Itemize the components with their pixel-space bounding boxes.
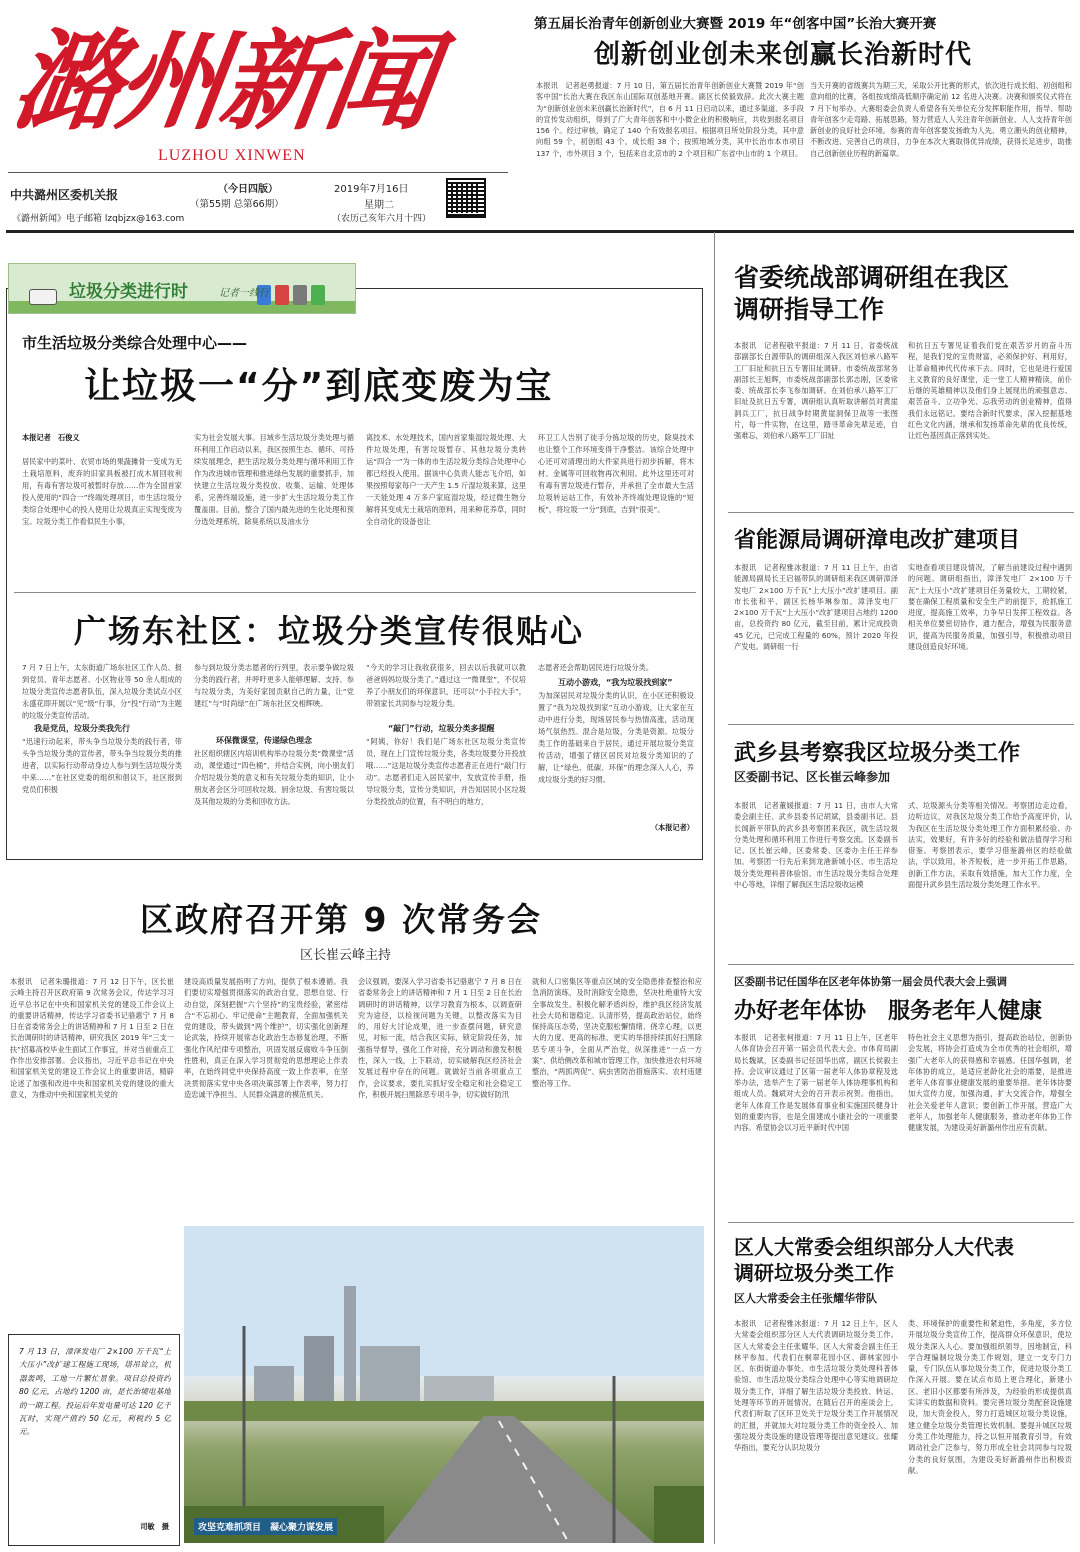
square-sub2: 环保微课堂，传递绿色理念: [216, 736, 312, 745]
banner-label: 垃圾分类进行时: [69, 282, 188, 302]
top-story-col1: 本报讯 记者赵勇报道：7 月 10 日，第五届长治青年创新创业大赛暨 2019 年“创客中国”长治大赛在我区东山国际双创基地开赛。副区长侯毅致辞。此次大赛主题为“创新创业创未来创赢长治新时代”，自 6 月 11 日启动以来，通过多渠道、多手段的宣传发动组织，得到了广大青年创客和中小微企业的积极响应，共收到报名项目 156 个。经过审核，确定了 140 个有效报名项目。根据项目所处阶段分类，其中意向组 59 个，初创组 43 个，成长组 38 个；按照地域分类，其中长治市本市项目 137 个，市外项目 3 个，包括来自北京市的 2 个项目和广东省中山市的 1 个项目。: [536, 81, 804, 158]
elderly-kicker: 区委副书记任国华在区老年体协第一届会员代表大会上强调: [734, 976, 1007, 988]
square-col2b: 社区组织辖区内培训机构举办垃圾分类“微课堂”活动，课堂通过“四色桶”，并结合实例，向小朋友们介绍垃圾分类的意义和有关垃圾分类的知识，让小朋友者会区分可回收垃圾、厨余垃圾、有害垃圾以及其他垃圾的分类和回收方法。: [194, 749, 354, 806]
wuxiang-col2: 式、垃圾源头分类等相关情况。考察团边走边看，边听边议，对我区垃圾分类工作给予高度评价，认为我区在生活垃圾分类处理工作方面积累经验、办法实，效果好，有许多好的经验和做法值得学习和借鉴。考察团表示，要学习借鉴潞州区的经验做法，学以致用，补齐短板，进一步开拓工作思路，创新工作方法，采取有效措施，加大工作力度，全面提升武乡县生活垃圾分类处理工作水平。: [908, 801, 1072, 890]
square-sub1: 我是党员，垃圾分类我先行: [34, 724, 130, 733]
elderly-divider: [728, 964, 1074, 965]
qr-code-icon[interactable]: [446, 178, 486, 218]
square-col4: [538, 662, 694, 854]
banner-sub: 记者一线行: [219, 288, 269, 299]
square-col1b: “迅速行动起来，带头争当垃圾分类的践行者，带头争当垃圾分类的宣传者，带头争当垃圾分类的推进者，以实际行动带动身边人参与到生活垃圾分类中来……”在社区党委的组织和倡议下，社区报到党员们积极: [22, 737, 182, 794]
masthead-weekday: 星期二: [364, 200, 394, 211]
energy-headline: 省能源局调研漳电改扩建项目: [734, 528, 1021, 553]
square-col1-text: 7 月 7 日上午，太东街道广场东社区工作人员、报到党员、青年志愿者、小区物业等 50 余人组成的垃圾分类宣传志愿者队伍，深入垃圾分类试点小区永盛花即开展以“见”级“行事，分“投”行动”为主题的垃圾分类宣传活动。: [22, 663, 182, 720]
food-bin-icon: [311, 285, 325, 305]
npc-deck: 区人大常委会主任张耀华带队: [734, 1292, 877, 1305]
photo-caption-box: [8, 1334, 180, 1546]
waste-col1: 居民家中的菜叶、农贸市场的果蔬摊骨一变成为无土栽培原料，废弃的旧家具板被打成木屑回收利用，有毒有害垃圾可被暂时存放……作为全国首家投入使用的“四合一”终端处理项目，市生活垃圾分类综合处理中心的投入使用让垃圾真正实现变废为宝。垃圾分类工作看似民生小事，: [22, 457, 182, 526]
npc-col2: 类、环境保护的重要性和紧迫性，多角度，多方位开展垃圾分类宣传工作，提高群众环保意识，使垃圾分类深入人心。要加强组织领导，因地制宜，科学合理编制垃圾分类工作规划，建立一支专门力量，专门队伍从事垃圾分类工作，促进垃圾分类工作深入开展。要在试点布局上更合理化，新建小区、老旧小区都要有所涉及，为经验的形成提供真实详实的数据和资料。要完善垃圾分类配套设施建设，加大资金投入，努力打造城区垃圾分类设施，建立健全垃圾分类管理长效机制。要提升城区垃圾分类工作处理能力，持之以恒开展教育引导，有效调动社会广泛参与，努力形成全社会共同参与垃圾分类的良好氛围，为建设美好新潞州作出积极贡献。: [908, 1319, 1072, 1475]
energy-divider: [728, 512, 1074, 513]
square-col4b: 为加深居民对垃圾分类的认识，在小区还积极设置了“我为垃圾找到家”互动小游戏，让大家在互动中进行分类，现场居民参与热情高涨，活动现场气氛热烈。混合是垃圾，分类是资源。垃圾分类工作的基础来自于居民，通过开展垃圾分类宣传活动，增强了辖区居民对垃圾分类知识的了解，让“绿色、低碳、环保”的理念深入人心，养成垃圾分类的好习惯。: [538, 691, 694, 784]
masthead-email: 《潞州新闻》电子邮箱 lzqbjzx@163.com: [12, 214, 185, 224]
elderly-headline: 办好老年体协 服务老年人健康: [734, 999, 1043, 1024]
plant-building-b: [360, 1346, 420, 1406]
waste-kicker: 市生活垃圾分类综合处理中心——: [22, 334, 248, 352]
masthead-lunar: （农历己亥年六月十四）: [332, 214, 432, 224]
masthead-title: 潞州新闻: [5, 19, 439, 145]
npc-headline-1: 区人大常委会组织部分人大代表: [734, 1235, 1014, 1259]
square-col1: [22, 662, 182, 854]
grass-right: [654, 1486, 704, 1543]
masthead-rule: [8, 172, 508, 173]
photo-overlay: 攻坚克难抓项目 凝心聚力谋发展: [194, 1518, 337, 1535]
chimney: [344, 1286, 356, 1406]
plant-building-d: [254, 1366, 294, 1406]
united-col1: 本报讯 记者程敬平报道：7 月 11 日，省委统战部副部长白源带队的调研组深入我区刘伯承八路军工厂旧址和抗日五专署旧址调研。市委统战部常务副部长王旭辉，市委统战部副部长郭志刚，区委常委、统战部长李飞参加调研。在刘伯承八路军工厂旧址及抗日五专署，调研组认真听取讲解员对黄崖洞兵工厂，抗日战争时期黄崖洞保卫战等一张图片，每一件实物，在这里，踏寻革命先辈足迹，自强难忘，刘伯承八路军工厂旧址: [734, 341, 898, 441]
energy-col1: 本报讯 记者程雅冰报道：7 月 11 日上午，由省能源局副局长王启福带队的调研组来我区调研漳泽发电厂 2×100 万千瓦“上大压小”改扩建项目。副市长张和平、副区长杨华琳参加。漳泽发电厂 2×100 万千瓦“上大压小”改扩建项目占地约 1200 亩，总投资约 80 亿元，截至目前，累计完成投资 45 亿元，已完成工程量的 60%，预计 2020 年投产发电。调研组一行: [734, 563, 898, 652]
top-story-headline: 创新创业创未来创赢长治新时代: [594, 40, 973, 70]
masthead-issue: （第55期 总第66期）: [190, 199, 284, 210]
council-deck: 区长崔云峰主持: [300, 948, 392, 963]
photo-credit: 司敏 摄: [140, 1522, 169, 1531]
square-col3-text: “今天的学习让我收获很多，回去以后我就可以教爸爸妈妈垃圾分类了。”通过这一“微课堂”，不仅培养了小朋友们的环保意识，还可以“小手拉大手”，带领家长共同参与垃圾分类。: [366, 663, 526, 708]
waste-col3: 离技术、水处理技术，国内首家集湿垃圾处理、大件垃圾处理，有害垃圾暂存、其他垃圾分类转运“四合一”为一体的市生活垃圾分类综合处理中心都已经投入使用。据该中心负责人能志飞介绍，如果按照每家每户一天产生 1.5 斤湿垃圾来算，这里一天能处理 4 万多户家庭湿垃圾，经过微生物分解将其变成无土栽培的原料，用来种花养草，同时全自动化的设备也让: [366, 433, 526, 526]
npc-headline-2: 调研垃圾分类工作: [734, 1261, 894, 1285]
top-story-kicker: 第五届长治青年创新创业大赛暨 2019 年“创客中国”长治大赛开赛: [534, 16, 937, 32]
waste-col2: 实为社会发展大事。目域乡生活垃圾分类处理与循环利用工作启动以来，我区按照生态、循环、可持续发展理念，把生活垃圾分类处理与循环利用工作作为改进城市管理和推进绿色发展的重要抓手，加快建立生活垃圾分类投放、收集、运输、处理体系，完善终端设施，进一步扩大生活垃圾分类工作覆盖面。目前，整合了国内最先进的生化处理和预分选处理系统、除臭系统以及油水分: [194, 433, 354, 526]
masthead-date: 2019年7月16日: [334, 184, 409, 195]
masthead-org: 中共潞州区委机关报: [10, 188, 119, 202]
wuxiang-col1: 本报讯 记者董媛报道：7 月 11 日，由市人大常委会副主任、武乡县委书记胡斌，县委副书记、县长闻新平带队的武乡县考察团来我区，就生活垃圾分类处理和循环利用工作进行考察交流。区委副书记、区长崔云峰，区委常委、区委办主任王祥参加。考察团一行先后来到龙港新城小区、市生活垃圾分类处理科普体验馆、市生活垃圾分类综合处理中心等地，详细了解我区生活垃圾收运模: [734, 801, 898, 890]
masthead-edition: （今日四版）: [218, 184, 278, 195]
energy-col2: 实地查看项目建设情况，了解当前建设过程中遇到的问题。调研组指出，漳泽发电厂 2×100 万千瓦“上大压小”改扩建项目任务量较大，工期较紧，要在确保工程质量和安全生产的前提下，抢抓施工进度，提高施工效率，力争早日发挥工程效益。各相关单位要密切协作，通力配合，增强为民服务意识，提高为民服务质量，加强引导，积极推动项目建设创造良好环境。: [908, 563, 1072, 652]
waste-headline: 让垃圾一“分”到底变废为宝: [84, 366, 554, 407]
council-col3: 会议强调，要深入学习省委书记骆惠宁 7 月 8 日在省委常务会上的讲话精神和 7 月 1 日至 2 日在长治调研时的讲话精神，以学习教育为根本，以调查研究为途径，以检视问题为关键，以整改落实为目的，用好大讨论成果，进一步查摆问题，研究意见，对标一流，结合我区实际，锁定阶段任务，加强指导督导，强化工作对接，充分调动和激发积极性，深入一线，上下联动，切实破解我区经济社会发展过程中存在的问题。就做好当前各项重点工作，会议要求，要扎实抓好安全稳定和社会稳定工作，积极开展扫黑除恶专项斗争，切实做好防汛: [358, 977, 522, 1099]
square-sub3: “敲门”行动，垃圾分类多提醒: [388, 724, 495, 733]
council-headline: 区政府召开第 9 次常务会: [140, 900, 542, 939]
wuxiang-deck: 区委副书记、区长崔云峰参加: [734, 770, 891, 784]
square-headline: 广场东社区：垃圾分类宣传很贴心: [74, 612, 585, 650]
square-sub4: 互动小游戏，“我为垃圾找到家”: [558, 678, 673, 687]
tree-line: [184, 1401, 704, 1421]
council-col2: 建设高质量发展指明了方向，提供了根本遵循。我们要切实增强贯彻落实的政治自觉、思想自觉、行动自觉，深刻把握“六个坚持”的宝贵经验，紧密结合“不忘初心、牢记使命”主题教育，全面加强机关党的建设，带头做到“两个维护”，切实强化创新理论武装，持续开展常态化政治生态修复治理，不断强化作风纪律专项整治，巩固发展反腐败斗争压倒性胜利，真正在深入学习贯彻党的思想理论上作表率，在始终同党中央保持高度一致上作表率，在坚决贯彻落实党中央各项决策部署上作表率，努力打造忠诚干净担当、人民群众满意的模范机关。: [184, 977, 348, 1099]
top-story-col2: 当天开赛的省级赛共为期三天，采取公开比赛的形式，依次进行成长组、初创组和意向组的比赛，各组按成绩高低顺序确定前 12 名进入决赛。决赛和颁奖仪式将在 7 月下旬举办。大赛组委会负责人希望各有关单位充分发挥职能作用，指导、帮助青年创客少走弯路、拓展思路，努力营造人人关注青年创新创业、人人支持青年创新创业的良好社会环境。参赛的青年创客要发扬敢为人先、勇立潮头的创业精神，不断改进、完善自己的项目，力争在本次大赛取得优异成绩，获得长足进步，助推自己创新创业历程的新篇章。: [810, 81, 1072, 158]
sky: [184, 1226, 704, 1376]
npc-col1: 本报讯 记者程雅冰报道：7 月 12 日上午，区人大常委会组织部分区人大代表调研垃圾分类工作。区人大常委会主任张耀华、区人大常委会副主任王林平参加。代表们在桐翠花园小区、御林家园小区、东街街道办事处、市生活垃圾分类处理科普体验馆、市生活垃圾分类综合处理中心等实地调研垃圾分类工作，详细了解生活垃圾分类投放、转运、处理等环节的开展情况。在随后召开的座谈会上，代表们听取了区环卫处关于垃圾分类工作开展情况的汇报，并就加大对垃圾分类工作的资金投入、加强垃圾分类设施的建设管理等提出意见建议。张耀华指出，要充分认识垃圾分: [734, 1319, 898, 1453]
section-banner: [8, 263, 356, 314]
waste-byline: 本报记者 石俊义: [22, 433, 80, 442]
photo-caption: 7 月 13 日，漳泽发电厂 2×100 万千瓦“上大压小”改扩建工程施工现场，塔吊耸立，机器轰鸣，工地一片繁忙景象。项目总投资约 80 亿元，占地约 1200 亩，是长治境电基地的一期工程。投运后年发电量可达 120 亿千瓦时，实现产值约 50 亿元，利税约 5 亿元。: [19, 1347, 171, 1437]
wuxiang-headline: 武乡县考察我区垃圾分类工作: [734, 741, 1021, 766]
elderly-col2: 特色社会主义思想为指引，提高政治站位，创新协会发展，将协会打造成为全市优秀的社会组织，增强广大老年人的获得感和幸福感。任国华强调，老年体协的成立，是适应老龄化社会的需要，是推进老年人体育事业健康发展的重要举措。老年体协要加大宣传力度，加强沟通，扩大交流合作，增强全社会关爱老年人意识；要创新工作开展，营造广大老年人，加强老年人健康服务，推动老年体协工作健康发展，为建设美好新潞州作出应有贡献。: [908, 1033, 1072, 1133]
united-headline-2: 调研指导工作: [734, 295, 885, 324]
square-col2: [194, 662, 354, 854]
united-headline-1: 省委统战部调研组在我区: [734, 263, 1010, 292]
masthead-pinyin: LUZHOU XINWEN: [158, 147, 306, 164]
square-col2-text: 参与到垃圾分类志愿者的行列里，表示要争做垃圾分类的践行者，并呼吁更多人能够理解、支持、参与垃圾分类，为美好家园贡献自己的力量，让“党建红”与“时尚绿”在广场东社区交相辉映。: [194, 663, 354, 708]
right-column-rule: [714, 232, 715, 1544]
power-plant-photo: [184, 1226, 704, 1543]
waste-col4: 环卫工人告别了徒手分拣垃圾的历史，除臭技术也让整个工作环境变得干净整洁。该综合处理中心还可对清理出的大件家具进行初步拆解，将木材、金属等可回收物再次利用。此外这里还可对有毒有害垃圾进行暂存，并承担了全市最大生活垃圾转运站工作，有效补齐终端处理设施的“短板”，将垃圾一“分”到底，吉到“很美”。: [538, 433, 694, 514]
hazard-bin-icon: [275, 285, 289, 305]
square-col3b: “阿姨，你好！我们是广场东社区垃圾分类宣传员，现在上门宣传垃圾分类，各类垃圾要分开投放哦……”这是垃圾分类宣传志愿者正在进行“敲门行动”。志愿者们走入居民家中，发放宣传手册，指导垃圾分类，宣传分类知识，并告知居民小区垃圾分类投放点的位置，有不明白的地方，: [366, 737, 526, 806]
united-col2: 和抗日五专署见证着我们党在艰苦岁月的奋斗历程，是我们党的宝贵财富，必须保护好、利用好，让革命精神代代传承下去。同时，它也是进行爱国主义教育的良好课堂，走一堂工人精神精读，前仆后继的英雄精神以及他们身上展现出的顽强意志、艰苦奋斗、立功争光、忘我劳动的创业精神，值得我们永远铭记。要结合新时代要求，深入挖掘基地红色文化内涵，继承和发扬革命先辈的优良传统，让红色基因真正落到实处。: [908, 341, 1072, 441]
square-col3: [366, 662, 526, 854]
council-col1: 本报讯 记者朱璐报道：7 月 12 日下午，区长崔云峰主持召开区政府第 9 次常务会议，传达学习习近平总书记在中央和国家机关党的建设工作会议上的重要讲话精神，传达学习省委书记骆惠宁 7 月 8 日在省委常务会上的讲话精神和 7 月 1 日至 2 日在长治调研时的讲话精神，研究我区 2019 年“三支一扶”招募高校毕业生面试工作事宜，并对当前重点工作作出安排部署。会议指出，习近平总书记在中央和国家机关党的建设工作会议上的重要讲话，精辟论述了加强和改进中央和国家机关党的建设的重大意义，为推动中央和国家机关党的: [10, 977, 174, 1099]
square-signoff: （本报记者）: [650, 823, 694, 832]
council-col4: 就和人口密集区等重点区域的安全隐患排查整治和应急消防演练，及时消除安全隐患，坚决杜绝重特大安全事故发生。积极化解矛盾纠纷，维护我区经济发展社会大局和谐稳定。认清形势，提高政治站位，始终保持高压态势，坚决克服松懈情绪、侥幸心理，以更大的力度、更高的标准、更实的举措持续抓好扫黑除恶专项斗争，全面从严治党，纵深推进“一点一方案”、供给侧改革和城市管理工作，加快推进农村环境整治，“两抓两促”、病虫害防治措施落实、农村违建整治等工作。: [532, 977, 702, 1088]
power-plant-illustration: [184, 1226, 704, 1543]
square-divider: [14, 592, 696, 593]
other-bin-icon: [293, 285, 307, 305]
waste-byline-wrap: [22, 432, 182, 444]
square-col4-text: 志愿者还会帮助居民进行垃圾分类。: [538, 663, 654, 672]
camera-icon: [29, 289, 57, 305]
wuxiang-divider: [728, 724, 1074, 725]
masthead-bottom-rule: [6, 230, 1074, 233]
plant-building-a: [304, 1336, 334, 1406]
npc-divider: [728, 1222, 1074, 1223]
elderly-col1: 本报讯 记者张柯报道：7 月 11 日上午，区老年人体育协会召开第一届会员代表大会。市体育局副局长魏斌，区委副书记任国华出席，副区长侯毅主持。会议审议通过了区第一届老年人体协章程及选举办法，选举产生了第一届老年人体协理事机构和组成人员。魏斌对大会的召开表示祝贺。他指出，老年人体育工作是发展体育事业和实施国民健身计划的重要内容，也是全面建成小康社会的一项重要内容。希望协会以习近平新时代中国: [734, 1033, 898, 1133]
